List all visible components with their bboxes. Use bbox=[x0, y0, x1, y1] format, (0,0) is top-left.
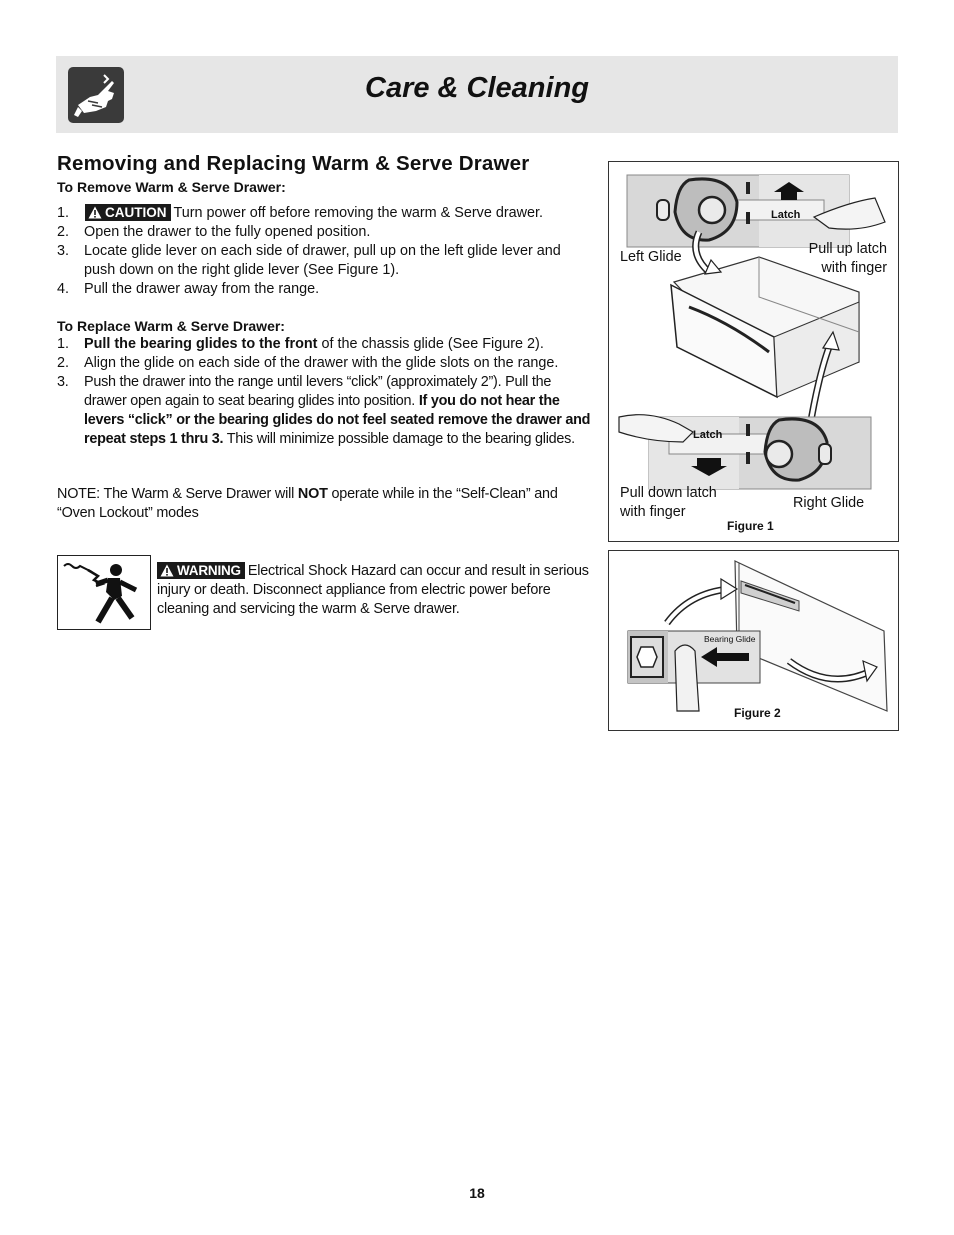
list-item bbox=[57, 335, 595, 354]
remove-heading: To Remove Warm & Serve Drawer: bbox=[57, 179, 286, 195]
list-item bbox=[57, 223, 595, 242]
remove-steps bbox=[57, 204, 595, 299]
list-item bbox=[57, 373, 595, 449]
step-text: Turn power off before removing the warm & Serve drawer. bbox=[173, 205, 544, 221]
latch-label-top: Latch bbox=[771, 209, 801, 221]
figure-2 bbox=[608, 550, 899, 731]
pull-up-latch-label: Pull up latch with finger bbox=[808, 241, 887, 276]
alert-triangle-icon bbox=[88, 206, 102, 219]
left-glide-label: Left Glide bbox=[620, 249, 682, 265]
step-number: 1. bbox=[57, 336, 70, 352]
step-text: Pull the drawer away from the range. bbox=[84, 281, 320, 297]
list-item bbox=[57, 242, 595, 280]
step-number: 3. bbox=[57, 374, 69, 390]
step-bold-text: If you do not hear the levers “click” or the bearing glides do not feel seated remove the drawer and repeat steps 1 thru 3. bbox=[84, 393, 591, 447]
figure-1-caption: Figure 1 bbox=[727, 519, 774, 533]
step-bold-text: Pull the bearing glides to the front bbox=[84, 336, 318, 352]
warning-body: Electrical Shock Hazard can occur and result in serious injury or death. Disconnect appliance from electric power before cleaning and servicing the warm & Serve drawer. bbox=[157, 563, 589, 617]
step-number: 2. bbox=[57, 224, 70, 240]
page-header bbox=[56, 56, 898, 133]
bearing-glide-label: Bearing Glide bbox=[704, 634, 756, 644]
replace-heading: To Replace Warm & Serve Drawer: bbox=[57, 318, 285, 334]
list-item bbox=[57, 354, 595, 373]
replace-steps bbox=[57, 335, 595, 449]
step-text: Open the drawer to the fully opened position. bbox=[84, 224, 371, 240]
step-text: Locate glide lever on each side of drawer, pull up on the left glide lever and push down on the right glide lever (See Figure 1). bbox=[84, 243, 561, 278]
step-text: This will minimize possible damage to the bearing glides. bbox=[223, 431, 575, 447]
step-number: 3. bbox=[57, 243, 70, 259]
caution-badge bbox=[85, 204, 171, 221]
figure-1 bbox=[608, 161, 899, 542]
step-text: Push the drawer into the range until levers “click” (approximately 2”). Pull the drawer open again to seat bearing glides into position. bbox=[84, 374, 552, 409]
page-number: 18 bbox=[469, 1185, 485, 1201]
warning-label: WARNING bbox=[177, 563, 241, 578]
electrical-shock-hazard-icon bbox=[57, 555, 151, 630]
warning-text bbox=[157, 562, 595, 619]
step-text: of the chassis glide (See Figure 2). bbox=[317, 336, 544, 352]
step-number: 1. bbox=[57, 205, 70, 221]
step-number: 4. bbox=[57, 281, 70, 297]
warning-badge bbox=[157, 562, 245, 579]
section-title: Removing and Replacing Warm & Serve Drawer bbox=[57, 152, 530, 175]
bearing-glide-illustration bbox=[609, 551, 898, 730]
figure-2-caption: Figure 2 bbox=[734, 706, 781, 720]
note bbox=[57, 485, 595, 523]
step-number: 2. bbox=[57, 355, 70, 371]
step-text: Align the glide on each side of the drawer with the glide slots on the range. bbox=[84, 355, 559, 371]
page-title: Care & Cleaning bbox=[365, 72, 589, 104]
list-item bbox=[57, 204, 595, 223]
note-text: NOTE: The Warm & Serve Drawer will bbox=[57, 486, 298, 502]
list-item bbox=[57, 280, 595, 299]
note-bold: NOT bbox=[297, 486, 328, 502]
alert-triangle-icon bbox=[160, 564, 174, 577]
latch-label-bottom: Latch bbox=[693, 429, 723, 441]
pull-down-latch-label: Pull down latch with finger bbox=[620, 485, 717, 520]
note-text: operate while in the “Self-Clean” and “Oven Lockout” modes bbox=[57, 486, 558, 521]
caution-label: CAUTION bbox=[105, 205, 167, 220]
right-glide-label: Right Glide bbox=[793, 495, 865, 511]
